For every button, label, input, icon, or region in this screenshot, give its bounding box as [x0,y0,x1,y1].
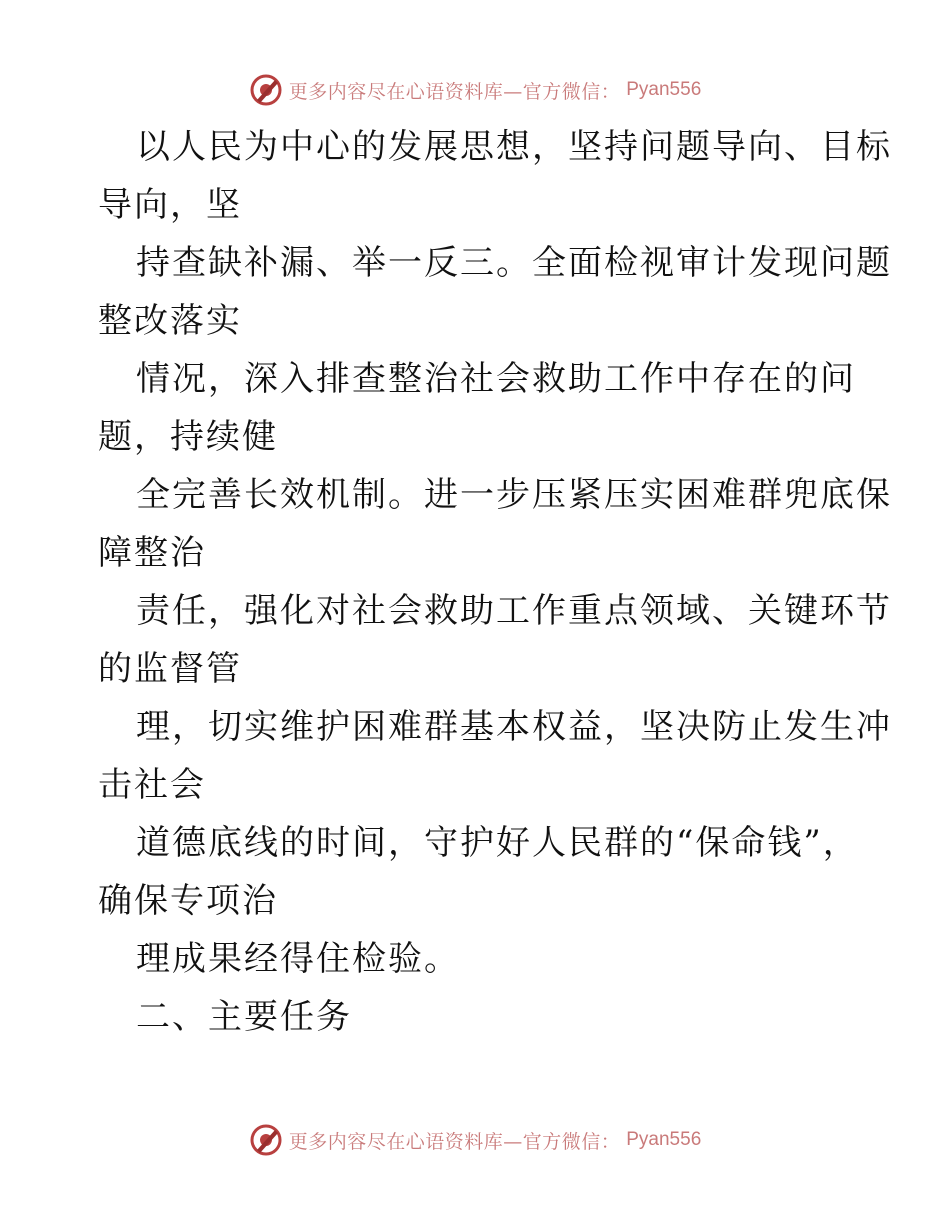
footer-watermark [0,1120,950,1160]
text-line: 导向，坚 [98,185,242,225]
text-line: 的监督管 [98,649,242,689]
text-line: 道德底线的时间，守护好人民群的“保命钱”， [136,823,859,863]
header-watermark [0,70,950,110]
text-line: 持查缺补漏、举一反三。全面检视审计发现问题 [136,243,892,283]
text-line: 以人民为中心的发展思想，坚持问题导向、目标 [136,127,892,167]
text-line: 全完善长效机制。进一步压紧压实困难群兜底保 [136,475,892,515]
watermark-wechat-id: Pyan556 [626,1129,702,1150]
text-line: 确保专项治 [98,881,278,921]
watermark-wechat-id: Pyan556 [626,79,702,100]
pen-logo-icon [249,73,283,107]
section-heading: 二、主要任务 [136,997,352,1037]
text-line: 情况，深入排查整治社会救助工作中存在的问 [136,359,856,399]
text-line: 障整治 [98,533,206,573]
pen-logo-icon [249,1123,283,1157]
document-body [98,118,892,1046]
text-line: 责任，强化对社会救助工作重点领域、关键环节 [136,591,892,631]
watermark-text: 更多内容尽在心语资料库—官方微信： [288,80,621,103]
watermark-text: 更多内容尽在心语资料库—官方微信： [288,1130,621,1153]
text-line: 题，持续健 [98,417,278,457]
text-line: 理，切实维护困难群基本权益，坚决防止发生冲 [136,707,892,747]
text-line: 击社会 [98,765,206,805]
text-line: 整改落实 [98,301,242,341]
text-line: 理成果经得住检验。 [136,939,460,979]
